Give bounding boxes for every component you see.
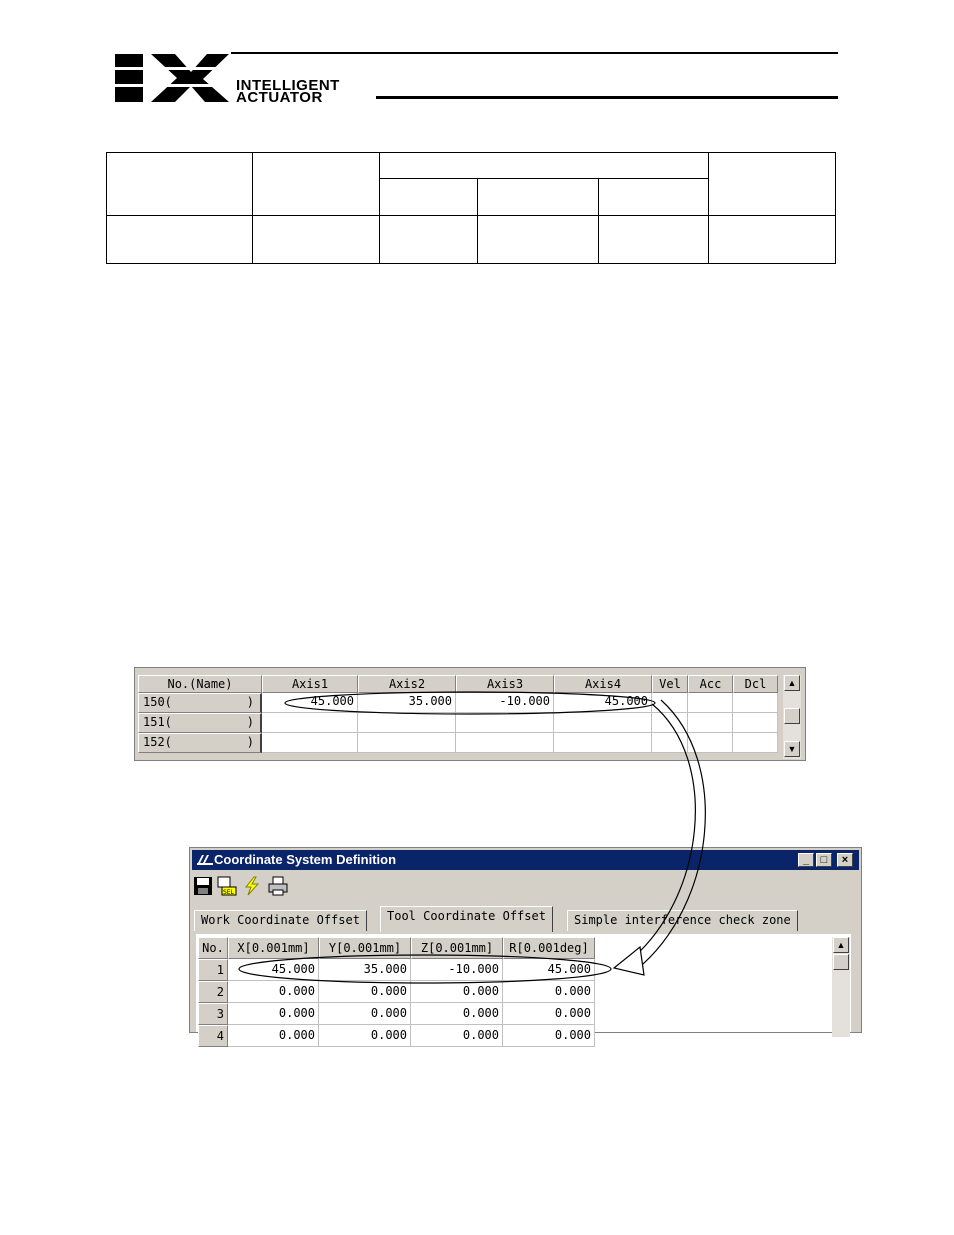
row-label: 152( xyxy=(143,735,172,749)
row-header-2[interactable]: 2 xyxy=(198,981,228,1003)
col-header-axis4[interactable]: Axis4 xyxy=(554,675,652,693)
cell-150-axis2[interactable]: 35.000 xyxy=(358,693,456,713)
window-title: Coordinate System Definition xyxy=(214,852,397,867)
cell-2-x[interactable]: 0.000 xyxy=(228,981,319,1003)
row-label-close: ) xyxy=(246,695,254,709)
row-header-3[interactable]: 3 xyxy=(198,1003,228,1025)
tab-simple-interference-check-zone[interactable]: Simple interference check zone xyxy=(567,910,798,931)
cell-3-z[interactable]: 0.000 xyxy=(411,1003,503,1025)
col-header-z[interactable]: Z[0.001mm] xyxy=(411,937,503,959)
cell-3-y[interactable]: 0.000 xyxy=(319,1003,411,1025)
cell-1-r[interactable]: 45.000 xyxy=(503,959,595,981)
logo-text-line1: INTELLIGENT xyxy=(236,77,340,94)
cell-1-x[interactable]: 45.000 xyxy=(228,959,319,981)
close-button[interactable]: × xyxy=(837,853,853,867)
col-header-dcl[interactable]: Dcl xyxy=(733,675,778,693)
col-header-x[interactable]: X[0.001mm] xyxy=(228,937,319,959)
cell-1-y[interactable]: 35.000 xyxy=(319,959,411,981)
tab-tool-coordinate-offset[interactable]: Tool Coordinate Offset xyxy=(380,906,553,932)
col-header-axis1[interactable]: Axis1 xyxy=(262,675,358,693)
maximize-button[interactable]: □ xyxy=(816,853,832,867)
cell-4-y[interactable]: 0.000 xyxy=(319,1025,411,1047)
cell-2-z[interactable]: 0.000 xyxy=(411,981,503,1003)
window-scroll-up-button[interactable]: ▲ xyxy=(833,937,849,953)
scroll-down-button[interactable]: ▼ xyxy=(784,741,800,757)
cell-4-x[interactable]: 0.000 xyxy=(228,1025,319,1047)
scroll-up-button[interactable]: ▲ xyxy=(784,675,800,691)
cell-2-r[interactable]: 0.000 xyxy=(503,981,595,1003)
cell-4-z[interactable]: 0.000 xyxy=(411,1025,503,1047)
cell-150-axis1[interactable]: 45.000 xyxy=(262,693,358,713)
col-header-name[interactable]: No.(Name) xyxy=(138,675,262,693)
col-header-axis3[interactable]: Axis3 xyxy=(456,675,554,693)
cell-2-y[interactable]: 0.000 xyxy=(319,981,411,1003)
highlight-ellipse-position xyxy=(285,692,655,714)
col-header-vel[interactable]: Vel xyxy=(652,675,688,693)
row-header-4[interactable]: 4 xyxy=(198,1025,228,1047)
col-header-y[interactable]: Y[0.001mm] xyxy=(319,937,411,959)
col-header-axis2[interactable]: Axis2 xyxy=(358,675,456,693)
cell-1-z[interactable]: -10.000 xyxy=(411,959,503,981)
col-header-acc[interactable]: Acc xyxy=(688,675,733,693)
cell-4-r[interactable]: 0.000 xyxy=(503,1025,595,1047)
col-header-r[interactable]: R[0.001deg] xyxy=(503,937,595,959)
cell-150-axis3[interactable]: -10.000 xyxy=(456,693,554,713)
highlight-ellipse-tool-offset xyxy=(239,955,611,983)
logo-text-line2: ACTUATOR xyxy=(236,89,323,106)
cell-150-axis4[interactable]: 45.000 xyxy=(554,693,652,713)
svg-text:SEL: SEL xyxy=(223,889,234,896)
row-label-close: ) xyxy=(246,735,254,749)
row-label: 151( xyxy=(143,715,172,729)
curved-arrow-icon xyxy=(614,700,705,975)
col-header-no[interactable]: No. xyxy=(198,937,228,959)
cell-3-x[interactable]: 0.000 xyxy=(228,1003,319,1025)
row-label: 150( xyxy=(143,695,172,709)
minimize-button[interactable]: _ xyxy=(798,853,814,867)
row-label-close: ) xyxy=(246,715,254,729)
row-header-1[interactable]: 1 xyxy=(198,959,228,981)
tab-work-coordinate-offset[interactable]: Work Coordinate Offset xyxy=(194,910,367,931)
cell-3-r[interactable]: 0.000 xyxy=(503,1003,595,1025)
